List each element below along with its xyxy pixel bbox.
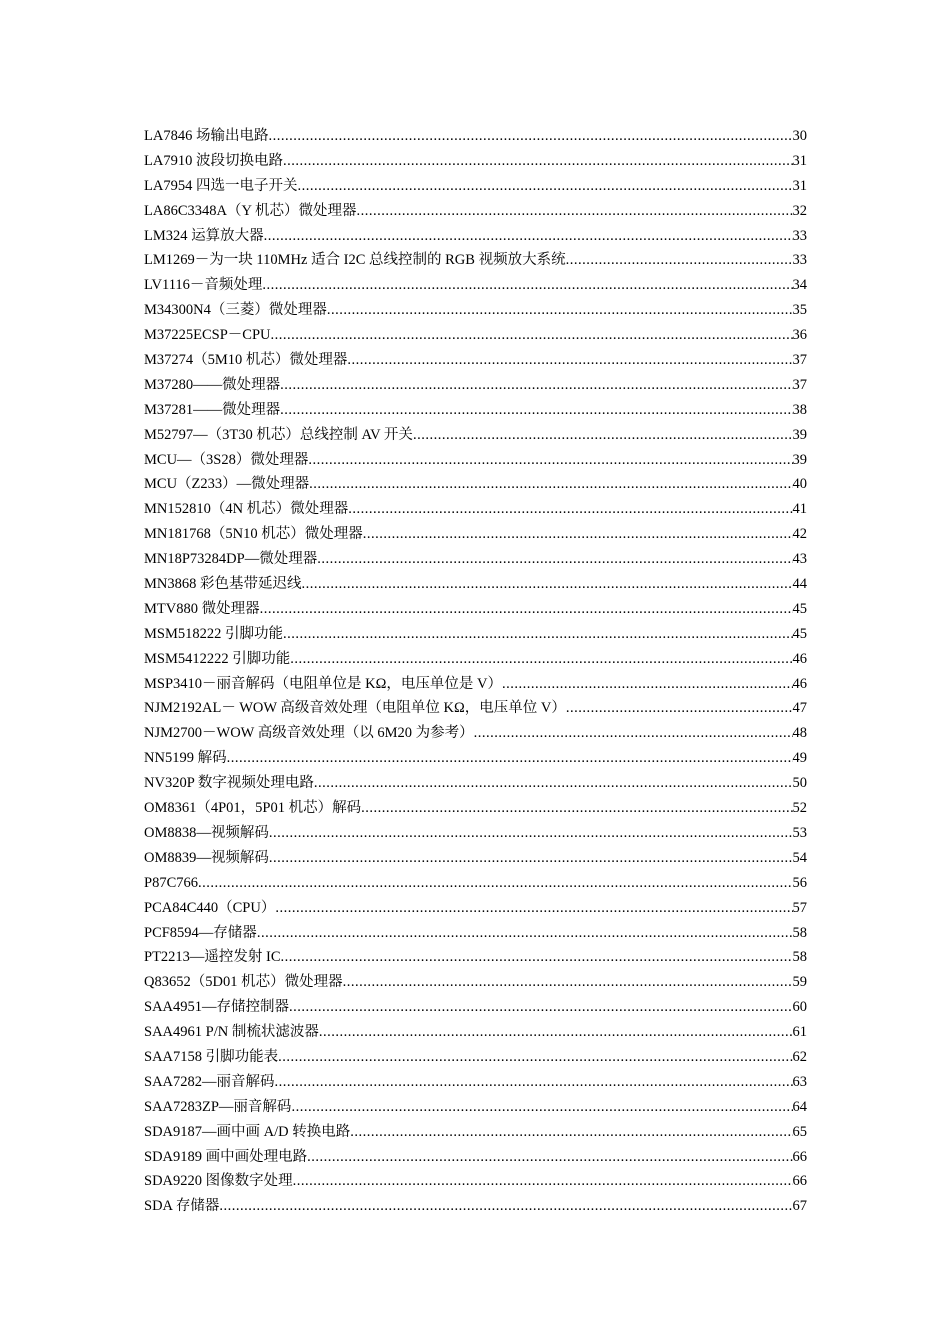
toc-dot-leader <box>280 398 792 423</box>
toc-entry-page-number: 52 <box>792 800 807 817</box>
toc-entry-page-number: 31 <box>792 152 807 169</box>
toc-dot-leader <box>271 323 793 348</box>
toc-dot-leader <box>474 721 793 746</box>
toc-dot-leader <box>269 846 793 871</box>
toc-entry-page-number: 39 <box>792 451 807 468</box>
toc-dot-leader <box>262 273 792 298</box>
toc-dot-leader <box>319 1020 793 1045</box>
toc-entry-title: MTV880 微处理器 <box>144 600 260 617</box>
toc-entry-title: SAA7283ZP—丽音解码 <box>144 1098 292 1115</box>
toc-dot-leader <box>348 497 792 522</box>
toc-entry-title: NN5199 解码 <box>144 750 227 767</box>
toc-entry-page-number: 56 <box>792 874 807 891</box>
toc-entry-page-number: 66 <box>792 1173 807 1190</box>
toc-entry[interactable] <box>144 1145 807 1170</box>
toc-entry-title: MSM518222 引脚功能 <box>144 625 283 642</box>
toc-dot-leader <box>278 1045 792 1070</box>
toc-dot-leader <box>347 348 792 373</box>
toc-entry[interactable] <box>144 174 807 199</box>
toc-dot-leader <box>343 970 793 995</box>
toc-entry-page-number: 41 <box>792 501 807 518</box>
toc-entry-page-number: 57 <box>792 899 807 916</box>
toc-entry-page-number: 42 <box>792 526 807 543</box>
toc-entry-title: SDA 存储器 <box>144 1198 220 1215</box>
toc-entry-title: SAA7282—丽音解码 <box>144 1073 275 1090</box>
toc-entry-title: SAA7158 引脚功能表 <box>144 1048 279 1065</box>
toc-entry-title: NJM2192AL－ WOW 高级音效处理（电阻单位 KΩ，电压单位 V） <box>144 700 566 717</box>
toc-dot-leader <box>317 547 792 572</box>
toc-dot-leader <box>566 696 793 721</box>
toc-entry[interactable] <box>144 871 807 896</box>
toc-entry-page-number: 58 <box>792 924 807 941</box>
toc-entry-title: MN181768（5N10 机芯）微处理器 <box>144 526 363 543</box>
toc-entry-title: SDA9220 图像数字处理 <box>144 1173 293 1190</box>
toc-entry[interactable] <box>144 224 807 249</box>
toc-entry-page-number: 33 <box>792 227 807 244</box>
toc-entry-title: MSM5412222 引脚功能 <box>144 650 291 667</box>
toc-entry[interactable] <box>144 149 807 174</box>
toc-entry-page-number: 33 <box>792 252 807 269</box>
toc-entry-title: OM8838—视频解码 <box>144 824 269 841</box>
toc-entry-page-number: 50 <box>792 775 807 792</box>
toc-entry-title: SAA4951—存储控制器 <box>144 999 290 1016</box>
toc-entry-page-number: 45 <box>792 625 807 642</box>
toc-dot-leader <box>297 174 792 199</box>
toc-entry[interactable] <box>144 622 807 647</box>
toc-entry-title: MCU—（3S28）微处理器 <box>144 451 309 468</box>
toc-dot-leader <box>302 572 793 597</box>
toc-entry-page-number: 43 <box>792 551 807 568</box>
toc-entry-page-number: 60 <box>792 999 807 1016</box>
toc-entry[interactable] <box>144 1194 807 1219</box>
toc-dot-leader <box>290 647 792 672</box>
toc-entry-title: SAA4961 P/N 制梳状滤波器 <box>144 1024 319 1041</box>
toc-entry-page-number: 38 <box>792 401 807 418</box>
toc-entry[interactable] <box>144 248 807 273</box>
toc-entry-title: PCA84C440（CPU） <box>144 899 276 916</box>
toc-entry-title: MSP3410－丽音解码（电阻单位是 KΩ，电压单位是 V） <box>144 675 502 692</box>
toc-entry[interactable] <box>144 398 807 423</box>
toc-entry[interactable] <box>144 696 807 721</box>
toc-dot-leader <box>350 1120 792 1145</box>
toc-entry[interactable] <box>144 746 807 771</box>
toc-entry-title: SDA9187—画中画 A/D 转换电路 <box>144 1123 351 1140</box>
toc-dot-leader <box>293 1169 793 1194</box>
toc-entry-title: LA7954 四选一电子开关 <box>144 177 298 194</box>
toc-entry-page-number: 31 <box>792 177 807 194</box>
toc-dot-leader <box>260 597 793 622</box>
toc-entry[interactable] <box>144 199 807 224</box>
toc-entry[interactable] <box>144 547 807 572</box>
toc-dot-leader <box>307 1145 792 1170</box>
toc-entry-page-number: 62 <box>792 1048 807 1065</box>
toc-entry[interactable] <box>144 273 807 298</box>
toc-entry[interactable] <box>144 995 807 1020</box>
toc-entry-page-number: 35 <box>792 302 807 319</box>
toc-dot-leader <box>309 472 792 497</box>
toc-dot-leader <box>327 298 793 323</box>
toc-entry-page-number: 32 <box>792 202 807 219</box>
toc-entry-page-number: 39 <box>792 426 807 443</box>
toc-entry-page-number: 37 <box>792 352 807 369</box>
toc-entry-title: MN18P73284DP—微处理器 <box>144 551 318 568</box>
toc-entry[interactable] <box>144 1070 807 1095</box>
toc-dot-leader <box>283 149 793 174</box>
toc-dot-leader <box>198 871 793 896</box>
toc-entry-title: M37274（5M10 机芯）微处理器 <box>144 352 348 369</box>
toc-entry[interactable] <box>144 1120 807 1145</box>
toc-dot-leader <box>275 1070 793 1095</box>
toc-entry[interactable] <box>144 373 807 398</box>
toc-dot-leader <box>308 448 792 473</box>
toc-entry-page-number: 45 <box>792 600 807 617</box>
toc-entry[interactable] <box>144 423 807 448</box>
toc-entry-title: LM1269－为一块 110MHz 适合 I2C 总线控制的 RGB 视频放大系统 <box>144 252 566 269</box>
toc-dot-leader <box>314 771 793 796</box>
toc-entry-title: P87C766 <box>144 874 198 891</box>
toc-entry[interactable] <box>144 448 807 473</box>
toc-entry-page-number: 61 <box>792 1024 807 1041</box>
toc-entry-title: PT2213—遥控发射 IC <box>144 949 281 966</box>
toc-dot-leader <box>280 373 792 398</box>
toc-entry[interactable] <box>144 124 807 149</box>
toc-dot-leader <box>257 921 793 946</box>
toc-entry-title: LA86C3348A（Y 机芯）微处理器 <box>144 202 357 219</box>
toc-entry[interactable] <box>144 472 807 497</box>
toc-entry-page-number: 53 <box>792 824 807 841</box>
toc-entry-title: M37280——微处理器 <box>144 376 281 393</box>
toc-entry[interactable] <box>144 721 807 746</box>
toc-entry-page-number: 63 <box>792 1073 807 1090</box>
toc-dot-leader <box>268 124 792 149</box>
toc-entry-title: OM8361（4P01，5P01 机芯）解码 <box>144 800 362 817</box>
toc-dot-leader <box>363 522 793 547</box>
toc-dot-leader <box>361 796 792 821</box>
toc-entry-page-number: 65 <box>792 1123 807 1140</box>
toc-dot-leader <box>357 199 793 224</box>
toc-entry-page-number: 64 <box>792 1098 807 1115</box>
toc-dot-leader <box>502 672 793 697</box>
toc-entry[interactable] <box>144 298 807 323</box>
toc-entry-page-number: 49 <box>792 750 807 767</box>
toc-entry[interactable] <box>144 846 807 871</box>
toc-dot-leader <box>264 224 793 249</box>
toc-entry[interactable] <box>144 821 807 846</box>
toc-entry-title: NV320P 数字视频处理电路 <box>144 775 314 792</box>
toc-entry-page-number: 37 <box>792 376 807 393</box>
toc-entry-title: MN3868 彩色基带延迟线 <box>144 576 302 593</box>
table-of-contents <box>144 124 807 1219</box>
toc-entry[interactable] <box>144 647 807 672</box>
toc-entry[interactable] <box>144 1095 807 1120</box>
toc-entry[interactable] <box>144 970 807 995</box>
toc-entry-title: OM8839—视频解码 <box>144 849 269 866</box>
toc-entry-title: LA7846 场输出电路 <box>144 128 269 144</box>
toc-dot-leader <box>275 896 792 921</box>
toc-dot-leader <box>413 423 793 448</box>
toc-dot-leader <box>227 746 793 771</box>
toc-entry-page-number: 34 <box>792 277 807 294</box>
toc-entry[interactable] <box>144 497 807 522</box>
toc-entry[interactable] <box>144 323 807 348</box>
toc-entry-page-number: 54 <box>792 849 807 866</box>
toc-entry[interactable] <box>144 921 807 946</box>
toc-entry-page-number: 67 <box>792 1198 807 1215</box>
toc-entry-page-number: 40 <box>792 476 807 493</box>
toc-entry[interactable] <box>144 945 807 970</box>
toc-entry-title: M37225ECSP－CPU <box>144 327 271 344</box>
toc-dot-leader <box>283 622 793 647</box>
toc-entry-page-number: 30 <box>792 128 807 144</box>
toc-entry-title: MCU（Z233）—微处理器 <box>144 476 310 493</box>
toc-entry[interactable] <box>144 1020 807 1045</box>
toc-entry-page-number: 58 <box>792 949 807 966</box>
toc-entry-page-number: 59 <box>792 974 807 991</box>
toc-entry[interactable] <box>144 771 807 796</box>
toc-dot-leader <box>291 1095 792 1120</box>
toc-entry-title: M52797—（3T30 机芯）总线控制 AV 开关 <box>144 426 413 443</box>
toc-entry-title: PCF8594—存储器 <box>144 924 257 941</box>
toc-dot-leader <box>281 945 793 970</box>
toc-entry-title: NJM2700－WOW 高级音效处理（以 6M20 为参考） <box>144 725 474 742</box>
toc-dot-leader <box>219 1194 792 1219</box>
toc-entry-page-number: 66 <box>792 1148 807 1165</box>
toc-dot-leader <box>269 821 793 846</box>
toc-entry-page-number: 46 <box>792 675 807 692</box>
toc-entry-title: SDA9189 画中画处理电路 <box>144 1148 308 1165</box>
toc-entry[interactable] <box>144 572 807 597</box>
toc-entry[interactable] <box>144 522 807 547</box>
toc-dot-leader <box>289 995 792 1020</box>
toc-entry-page-number: 44 <box>792 576 807 593</box>
toc-entry-title: MN152810（4N 机芯）微处理器 <box>144 501 349 518</box>
toc-entry-title: LM324 运算放大器 <box>144 227 264 244</box>
toc-entry[interactable] <box>144 896 807 921</box>
toc-entry[interactable] <box>144 1045 807 1070</box>
toc-entry[interactable] <box>144 597 807 622</box>
toc-entry[interactable] <box>144 348 807 373</box>
toc-entry-title: M34300N4（三菱）微处理器 <box>144 302 327 319</box>
toc-entry-page-number: 48 <box>792 725 807 742</box>
toc-dot-leader <box>566 248 793 273</box>
toc-entry-page-number: 46 <box>792 650 807 667</box>
toc-entry-title: LA7910 波段切换电路 <box>144 152 283 169</box>
toc-entry[interactable] <box>144 796 807 821</box>
toc-entry-title: Q83652（5D01 机芯）微处理器 <box>144 974 343 991</box>
toc-entry-page-number: 36 <box>792 327 807 344</box>
toc-entry-title: M37281——微处理器 <box>144 401 281 418</box>
toc-entry-title: LV1116－音频处理 <box>144 277 263 294</box>
toc-entry[interactable] <box>144 1169 807 1194</box>
toc-entry[interactable] <box>144 672 807 697</box>
toc-entry-page-number: 47 <box>792 700 807 717</box>
